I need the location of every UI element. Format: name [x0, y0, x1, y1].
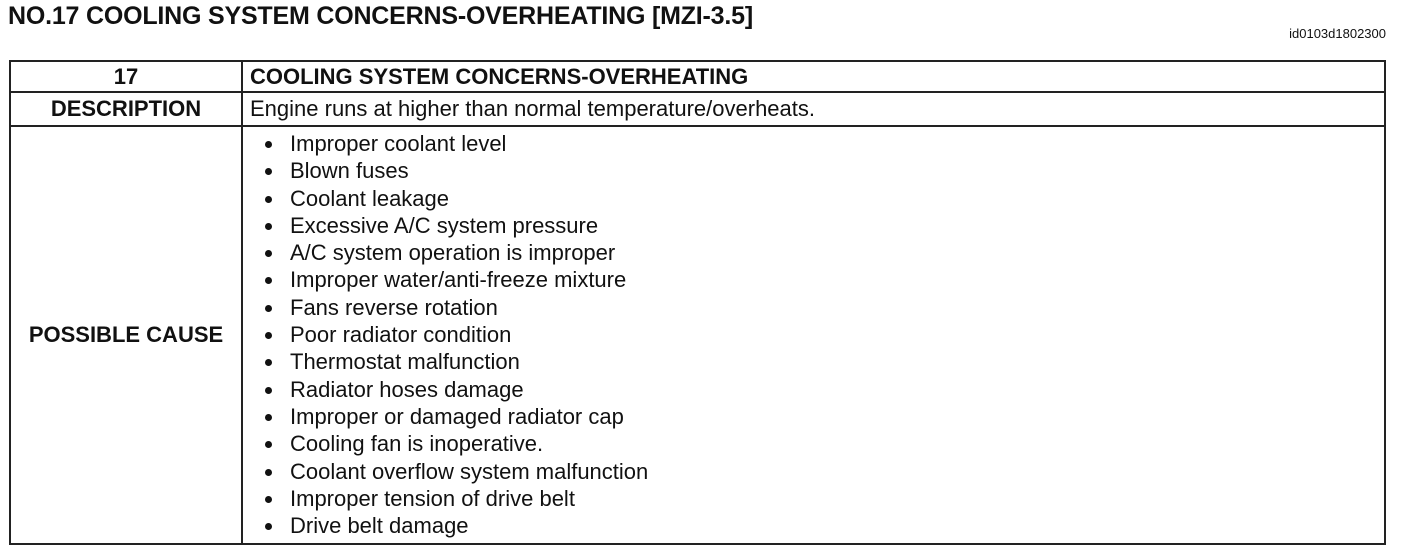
cause-text: Coolant overflow system malfunction [290, 458, 649, 484]
cause-text: Drive belt damage [290, 513, 469, 539]
list-item [250, 348, 1384, 375]
document-id: id0103d1802300 [1289, 26, 1386, 41]
cause-list [250, 127, 1384, 543]
bullet-icon [265, 305, 272, 312]
concern-name: COOLING SYSTEM CONCERNS-OVERHEATING [242, 61, 1385, 92]
cause-text: Poor radiator condition [290, 322, 512, 348]
bullet-icon [265, 196, 272, 203]
cause-text: Blown fuses [290, 158, 409, 184]
possible-cause-label: POSSIBLE CAUSE [10, 126, 242, 544]
cause-text: Improper water/anti-freeze mixture [290, 267, 627, 293]
list-item [250, 212, 1384, 239]
bullet-icon [265, 496, 272, 503]
page-title: NO.17 COOLING SYSTEM CONCERNS-OVERHEATING [MZI-3.5] [8, 2, 753, 30]
list-item [250, 294, 1384, 321]
possible-cause-row [10, 126, 1385, 544]
bullet-icon [265, 469, 272, 476]
cause-text: Fans reverse rotation [290, 294, 498, 320]
cause-text: Improper tension of drive belt [290, 485, 575, 511]
list-item [250, 185, 1384, 212]
concern-number: 17 [10, 61, 242, 92]
bullet-icon [265, 359, 272, 366]
bullet-icon [265, 523, 272, 530]
bullet-icon [265, 387, 272, 394]
possible-cause-cell [242, 126, 1385, 544]
description-label: DESCRIPTION [10, 92, 242, 126]
bullet-icon [265, 277, 272, 284]
cause-text: Coolant leakage [290, 185, 450, 211]
list-item [250, 130, 1384, 157]
cause-text: Radiator hoses damage [290, 376, 524, 402]
diagnostic-table [9, 60, 1386, 545]
list-item [250, 266, 1384, 293]
cause-text: Thermostat malfunction [290, 349, 520, 375]
list-item [250, 157, 1384, 184]
cause-text: Improper or damaged radiator cap [290, 403, 624, 429]
bullet-icon [265, 223, 272, 230]
list-item [250, 430, 1384, 457]
description-text: Engine runs at higher than normal temperature/overheats. [242, 92, 1385, 126]
list-item [250, 403, 1384, 430]
list-item [250, 239, 1384, 266]
bullet-icon [265, 141, 272, 148]
bullet-icon [265, 441, 272, 448]
cause-text: Cooling fan is inoperative. [290, 431, 544, 457]
list-item [250, 485, 1384, 512]
description-row [10, 92, 1385, 126]
list-item [250, 376, 1384, 403]
cause-text: Improper coolant level [290, 131, 507, 156]
cause-text: A/C system operation is improper [290, 240, 616, 266]
bullet-icon [265, 168, 272, 175]
bullet-icon [265, 414, 272, 421]
list-item [250, 321, 1384, 348]
bullet-icon [265, 250, 272, 257]
cause-text: Excessive A/C system pressure [290, 212, 599, 238]
list-item [250, 458, 1384, 485]
table-header-row [10, 61, 1385, 92]
list-item [250, 512, 1384, 539]
bullet-icon [265, 332, 272, 339]
